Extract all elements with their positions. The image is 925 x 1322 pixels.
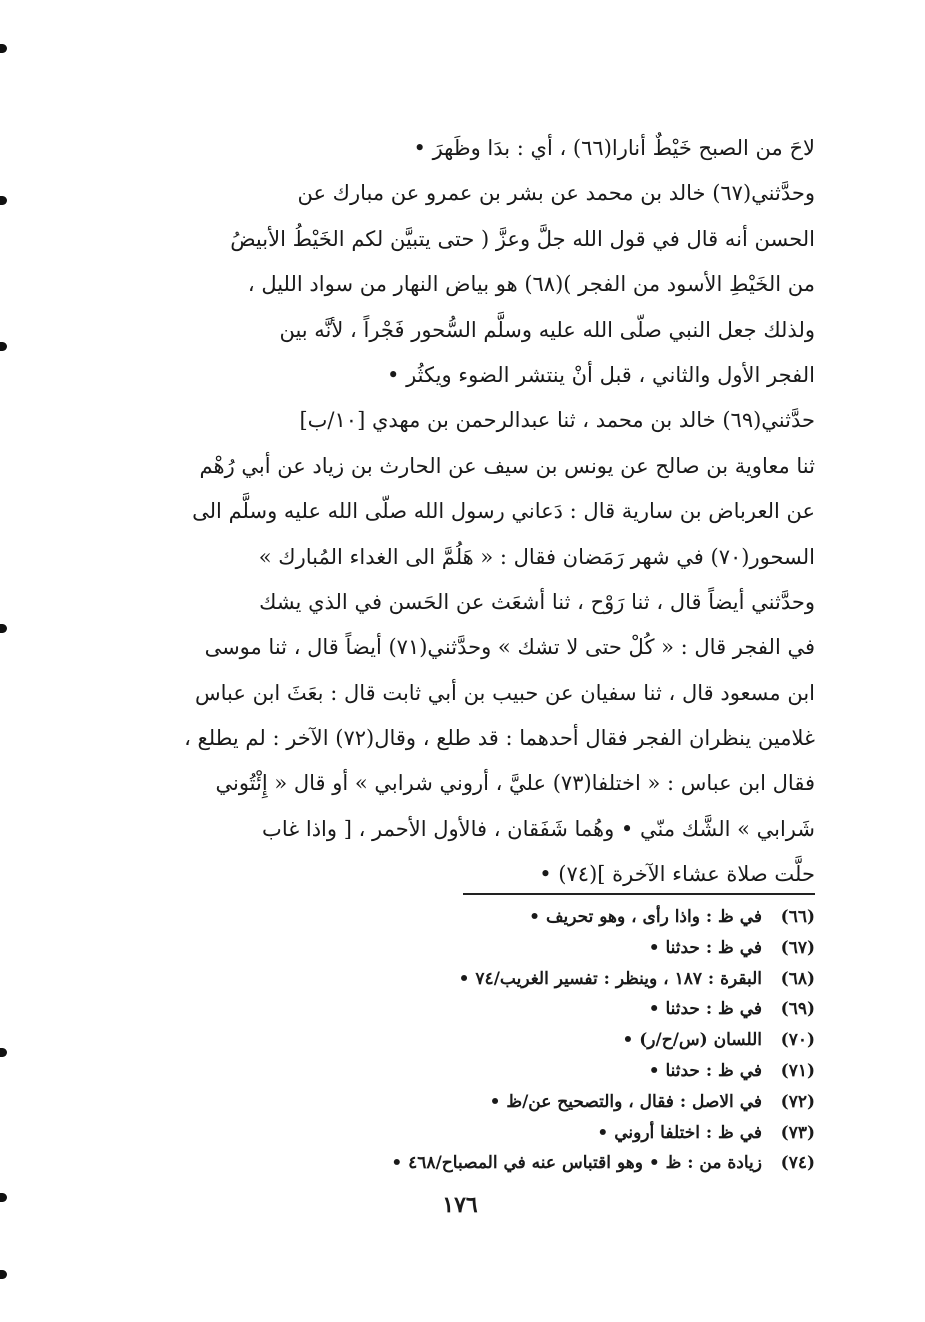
text-line: ثنا معاوية بن صالح عن يونس بن سيف عن الحارث بن زياد عن أبي رُهْم [199, 453, 815, 478]
text-line: ابن مسعود قال ، ثنا سفيان عن حبيب بن أبي ثابت قال : بعَثَ ابن عباس [195, 680, 815, 705]
footnote [200, 964, 815, 995]
page-number: ١٧٦ [442, 1192, 478, 1218]
footnote [200, 1087, 815, 1118]
footnote-text: اللسان (س/ح/ر) • [622, 1030, 762, 1051]
margin-mark [0, 1193, 7, 1202]
text-line: عن العرباض بن سارية قال : دَعاني رسول الله صلّى الله عليه وسلَّم الى [192, 499, 815, 524]
text-line: الفجر الأول والثاني ، قبل أنْ ينتشر الضوء ويكثُر • [387, 362, 815, 387]
footnote-text: البقرة : ١٨٧ ، وينظر : تفسير الغريب/٧٤ • [458, 968, 762, 989]
footnote-number: (٦٦) [780, 907, 815, 927]
footnote-number: (٧٠) [780, 1030, 815, 1051]
text-line: غلامين ينظران الفجر فقال أحدهما : قد طلع ، وقال(٧٢) الآخر : لم يطلع ، [184, 726, 815, 751]
margin-mark [0, 1048, 7, 1057]
footnotes [200, 902, 815, 1179]
text-line: في الفجر قال : « كُلْ حتى لا تشك » وحدَّثني(٧١) أيضاً قال ، ثنا موسى [204, 635, 815, 660]
margin-mark [0, 196, 7, 205]
text-line: السحور(٧٠) في شهر رَمَضان فقال : « هَلُمَّ الى الغداء المُبارك » [258, 544, 815, 569]
footnote-text: في ظ : اختلفا أروني • [597, 1122, 762, 1143]
text-line: شَرابي » الشَّك منّي • وهُما شَفَقان ، فالأول الأحمر ، [ واذا غاب [262, 816, 815, 841]
margin-mark [0, 44, 7, 53]
text-line: حلَّت صلاة عشاء الآخرة ](٧٤) • [539, 862, 815, 887]
text-line: وحدَّثني أيضاً قال ، ثنا رَوْح ، ثنا أشعَث عن الحَسن في الذي يشك [259, 589, 815, 614]
footnote [200, 902, 815, 933]
text-line: من الخَيْطِ الأسود من الفجر )(٦٨) هو بياض النهار من سواد الليل ، [247, 272, 815, 297]
text-line: ولذلك جعل النبي صلّى الله عليه وسلَّم السُّحور فَجْراً ، لأنَّه بين [279, 317, 815, 342]
footnote-text: في ظ : واذا رأى ، وهو تحريف • [529, 907, 762, 927]
footnote [200, 1148, 815, 1179]
margin-mark [0, 1270, 7, 1279]
main-text [150, 126, 815, 898]
footnote [200, 994, 815, 1025]
footnote [200, 933, 815, 964]
footnote-text: في ظ : حدثنا • [648, 1060, 762, 1081]
text-line: الحسن أنه قال في قول الله جلَّ وعزَّ ( حتى يتبيَّن لكم الخَيْطُ الأبيضُ [230, 226, 815, 251]
footnote-number: (٧١) [780, 1060, 815, 1081]
text-line: فقال ابن عباس : « اختلفا(٧٣) عليَّ ، أروني شرابي » أو قال « إِئْتُوني [215, 771, 815, 796]
footnote-text: في ظ : حدثنا • [648, 999, 762, 1020]
footnote [200, 1056, 815, 1087]
text-line: حدَّثني(٦٩) خالد بن محمد ، ثنا عبدالرحمن بن مهدي [١٠/ب] [299, 408, 815, 433]
footnote-text: في الاصل : فقال ، والتصحيح عن/ظ • [489, 1091, 762, 1112]
text-line: وحدَّثني(٦٧) خالد بن محمد عن بشر بن عمرو عن مبارك عن [297, 181, 815, 206]
footnote-number: (٧٣) [780, 1122, 815, 1143]
footnote-number: (٦٩) [780, 999, 815, 1020]
footnote-text: زيادة من : ظ • وهو اقتباس عنه في المصباح/٤٦٨ • [391, 1153, 762, 1174]
footnote-divider [463, 893, 815, 895]
footnote-number: (٧٤) [780, 1153, 815, 1174]
footnote-number: (٦٧) [780, 937, 815, 958]
footnote [200, 1025, 815, 1056]
margin-mark [0, 624, 7, 633]
margin-mark [0, 342, 7, 351]
footnote-number: (٦٨) [780, 968, 815, 989]
text-line: لاحَ من الصبح خَيْطٌ أنارا(٦٦) ، أي : بدَا وظَهرَ • [413, 136, 815, 160]
footnote [200, 1118, 815, 1149]
footnote-text: في ظ : حدثنا • [648, 937, 762, 958]
footnote-number: (٧٢) [780, 1091, 815, 1112]
